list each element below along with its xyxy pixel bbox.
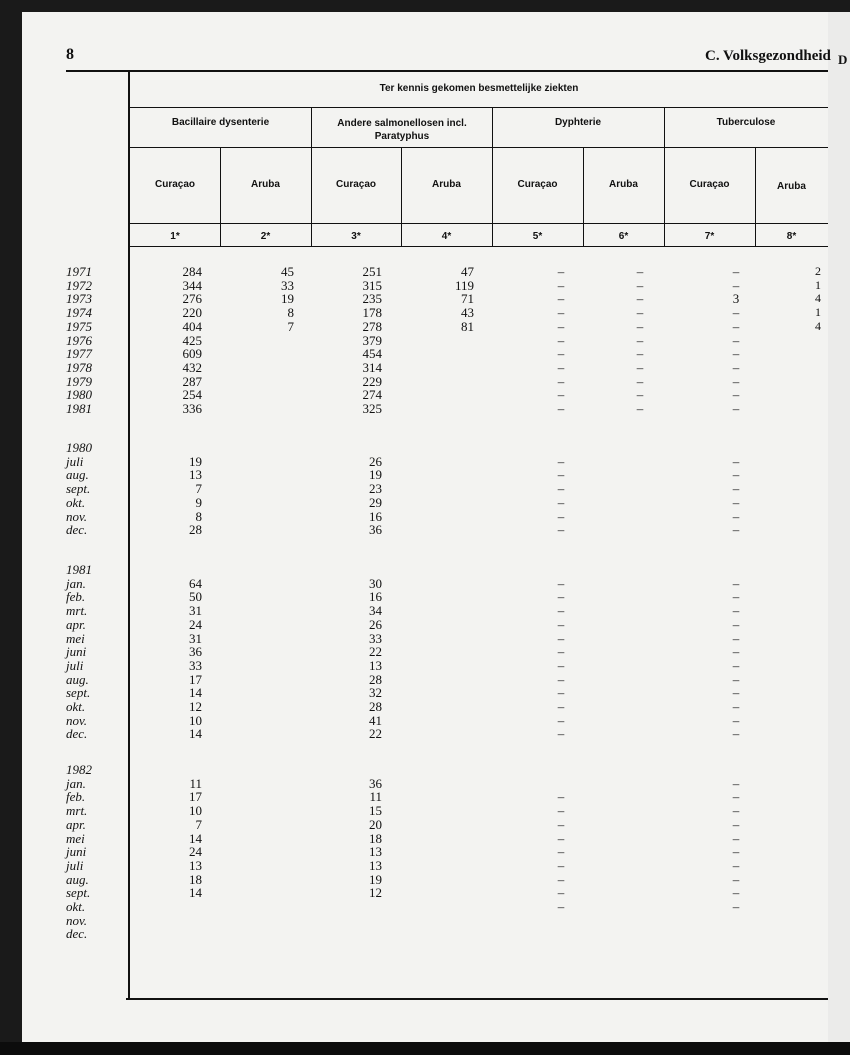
table-cell: –: [636, 401, 644, 416]
colnum-rule-bottom: [130, 246, 828, 247]
table-cell: 7: [195, 816, 202, 832]
month-label: mei: [66, 630, 85, 646]
year-label: 1977: [66, 346, 92, 362]
table-cell: 13: [189, 467, 202, 483]
column-number: 7*: [704, 231, 715, 242]
table-cell: –: [636, 318, 644, 334]
table-cell: 33: [189, 657, 202, 673]
month-label: sept.: [66, 481, 91, 497]
table-cell: 31: [189, 603, 202, 619]
month-label: juli: [66, 453, 84, 469]
table-cell: –: [557, 844, 565, 860]
month-label: jan.: [66, 575, 86, 591]
table-cell: –: [732, 575, 740, 591]
table-cell: 26: [369, 453, 382, 469]
table-cell: –: [557, 264, 565, 279]
table-cell: –: [732, 699, 740, 714]
column-header: Curaçao: [154, 179, 195, 190]
year-label: 1971: [66, 264, 92, 279]
table-cell: 34: [369, 603, 382, 619]
year-label: 1979: [66, 373, 92, 389]
table-cell: 14: [189, 685, 202, 701]
table-cell: –: [557, 630, 565, 646]
table-cell: –: [732, 332, 740, 348]
month-label: nov.: [66, 508, 88, 524]
table-cell: 19: [369, 871, 382, 887]
next-page-letter: D: [838, 52, 848, 67]
year-label: 1978: [66, 359, 92, 375]
table-cell: –: [732, 277, 740, 293]
block-year-label: 1982: [66, 762, 92, 777]
table-cell: 19: [281, 291, 294, 307]
table-cell: 278: [362, 318, 382, 334]
table-cell: 314: [362, 359, 382, 375]
table-cell: –: [557, 346, 565, 362]
table-cell: –: [732, 346, 740, 362]
table-cell: –: [636, 373, 644, 389]
top-rule: [66, 70, 828, 72]
year-label: 1973: [66, 291, 92, 307]
table-cell: –: [557, 305, 565, 321]
table-cell: 178: [362, 305, 382, 321]
table-cell: 43: [461, 305, 474, 321]
table-cell: 36: [369, 775, 382, 791]
table-cell: –: [732, 726, 740, 742]
table-cell: 315: [362, 277, 382, 293]
table-cell: 18: [189, 871, 202, 887]
table-cell: –: [732, 775, 740, 791]
group-header: Tuberculose: [716, 117, 776, 128]
table-cell: 14: [189, 885, 202, 901]
month-label: okt.: [66, 899, 86, 914]
table-cell: 33: [369, 630, 382, 646]
bottom-rule: [126, 998, 828, 1000]
month-label: feb.: [66, 789, 86, 805]
table-cell: –: [636, 305, 644, 321]
table-cell: –: [732, 481, 740, 497]
table-cell: 7: [287, 318, 294, 334]
month-label: sept.: [66, 685, 91, 701]
table-cell: 4: [815, 318, 821, 333]
table-cell: –: [732, 871, 740, 887]
table-cell: 12: [369, 885, 382, 901]
table-cell: –: [636, 387, 644, 403]
page-number: 8: [66, 46, 74, 63]
table-cell: 30: [369, 575, 382, 591]
table-cell: 47: [461, 264, 474, 279]
table-cell: –: [557, 332, 565, 348]
table-cell: 1: [815, 277, 821, 292]
table-cell: 36: [189, 644, 202, 660]
month-label: okt.: [66, 699, 86, 714]
table-cell: 2: [815, 264, 821, 278]
table-cell: –: [636, 264, 644, 279]
month-label: nov.: [66, 712, 88, 728]
table-cell: –: [557, 522, 565, 538]
table-cell: 4: [815, 291, 821, 306]
subcol-rule: [130, 147, 828, 148]
table-cell: 28: [369, 699, 382, 714]
table-cell: –: [732, 359, 740, 375]
table-cell: 379: [362, 332, 382, 348]
table-cell: 17: [189, 789, 202, 805]
month-label: okt.: [66, 494, 86, 510]
table-cell: –: [557, 644, 565, 660]
scan-border: [0, 1042, 850, 1055]
table-cell: 20: [369, 816, 382, 832]
table-cell: –: [732, 373, 740, 389]
table-cell: 71: [461, 291, 474, 307]
table-cell: 28: [369, 671, 382, 687]
table-cell: –: [557, 671, 565, 687]
month-label: juni: [66, 844, 87, 860]
table-cell: 36: [369, 522, 382, 538]
month-label: apr.: [66, 816, 86, 832]
table-cell: 9: [195, 494, 202, 510]
month-label: feb.: [66, 589, 86, 605]
table-cell: 41: [369, 712, 382, 728]
table-cell: 19: [369, 467, 382, 483]
table-cell: –: [732, 494, 740, 510]
table-cell: –: [732, 644, 740, 660]
table-cell: –: [557, 494, 565, 510]
column-number: 3*: [351, 231, 361, 242]
table-cell: –: [557, 712, 565, 728]
table-cell: 12: [189, 699, 202, 714]
table-cell: –: [732, 712, 740, 728]
group-header: Andere salmonellosen incl. Paratyphus: [337, 118, 467, 142]
table-cell: –: [557, 830, 565, 846]
table-cell: –: [557, 277, 565, 293]
table-cell: –: [636, 359, 644, 375]
table-cell: 287: [182, 373, 202, 389]
column-header: Curaçao: [689, 179, 730, 190]
table-cell: –: [557, 885, 565, 901]
next-page-edge: [828, 12, 850, 1042]
table-cell: 28: [189, 522, 202, 538]
section-title: C. Volksgezondheid: [705, 48, 831, 64]
table-cell: –: [557, 589, 565, 605]
table-cell: 18: [369, 830, 382, 846]
column-header: Aruba: [609, 179, 638, 190]
month-label: aug.: [66, 671, 89, 687]
month-label: dec.: [66, 726, 88, 742]
table-cell: 11: [189, 775, 202, 791]
table-cell: –: [732, 857, 740, 873]
table-cell: 45: [281, 264, 294, 279]
table-cell: –: [557, 816, 565, 832]
colnum-rule-top: [130, 223, 828, 224]
table-cell: 274: [362, 387, 382, 403]
table-cell: –: [557, 453, 565, 469]
table-cell: –: [732, 885, 740, 901]
table-cell: –: [732, 589, 740, 605]
table-cell: –: [732, 603, 740, 619]
table-cell: 1: [815, 305, 821, 320]
column-header: Curaçao: [335, 179, 376, 190]
table-cell: 336: [182, 401, 202, 416]
table-cell: –: [732, 630, 740, 646]
table-cell: 24: [189, 616, 202, 632]
month-label: dec.: [66, 522, 88, 538]
month-label: jan.: [66, 775, 86, 791]
block-year-label: 1981: [66, 562, 92, 577]
table-cell: 14: [189, 830, 202, 846]
table-cell: –: [732, 401, 740, 416]
table-cell: 14: [189, 726, 202, 742]
table-cell: –: [732, 685, 740, 701]
table-cell: –: [732, 318, 740, 334]
table-cell: 23: [369, 481, 382, 497]
column-number: 2*: [260, 231, 271, 242]
table-cell: –: [636, 291, 644, 307]
table-cell: –: [557, 803, 565, 819]
month-label: mrt.: [66, 603, 88, 619]
table-cell: 325: [362, 401, 382, 416]
year-label: 1975: [66, 318, 92, 334]
table-cell: 10: [189, 712, 202, 728]
super-header: Ter kennis gekomen besmettelijke ziekten: [379, 83, 579, 94]
table-cell: 229: [362, 373, 382, 389]
table-cell: –: [557, 616, 565, 632]
year-label: 1972: [66, 277, 92, 293]
year-label: 1980: [66, 387, 92, 403]
column-number: 6*: [618, 231, 629, 242]
table-cell: –: [557, 657, 565, 673]
column-header: Aruba: [251, 179, 280, 190]
table-cell: –: [732, 830, 740, 846]
table-cell: –: [732, 508, 740, 524]
column-header: Aruba: [432, 179, 461, 190]
column-number: 4*: [441, 231, 452, 242]
table-cell: 119: [454, 277, 474, 293]
table-cell: –: [557, 726, 565, 742]
table-cell: 29: [369, 494, 382, 510]
table-cell: 8: [195, 508, 202, 524]
table-cell: –: [557, 291, 565, 307]
table-cell: 26: [369, 616, 382, 632]
month-label: juli: [66, 657, 84, 673]
table-cell: –: [557, 359, 565, 375]
table-cell: –: [732, 899, 740, 914]
table-cell: –: [557, 603, 565, 619]
month-label: aug.: [66, 871, 89, 887]
group-rule: [130, 107, 828, 108]
table-cell: –: [732, 264, 740, 279]
table-cell: 10: [189, 803, 202, 819]
month-label: mrt.: [66, 803, 88, 819]
table-cell: 11: [369, 789, 382, 805]
table-cell: 24: [189, 844, 202, 860]
table-cell: –: [557, 857, 565, 873]
table-cell: 251: [362, 264, 382, 279]
column-number: 5*: [532, 231, 543, 242]
month-label: mei: [66, 830, 85, 846]
table-cell: –: [557, 789, 565, 805]
table-cell: 609: [182, 346, 202, 362]
table-cell: 22: [369, 726, 382, 742]
table-cell: –: [557, 387, 565, 403]
table-cell: 81: [461, 318, 474, 334]
year-label: 1976: [66, 332, 92, 348]
month-label: nov.: [66, 912, 88, 928]
table-cell: –: [557, 373, 565, 389]
table-cell: 13: [369, 657, 382, 673]
table-cell: –: [732, 305, 740, 321]
table-cell: 17: [189, 671, 202, 687]
table-cell: 454: [362, 346, 382, 362]
group-header: Dyphterie: [554, 117, 602, 128]
table-cell: 64: [189, 575, 202, 591]
table-cell: 50: [189, 589, 202, 605]
table-cell: –: [732, 522, 740, 538]
table-cell: –: [636, 277, 644, 293]
table-cell: 276: [182, 291, 202, 307]
table-cell: 22: [369, 644, 382, 660]
table-cell: 13: [369, 844, 382, 860]
block-year-label: 1980: [66, 440, 92, 455]
table-cell: –: [557, 318, 565, 334]
table-cell: –: [732, 616, 740, 632]
table-cell: 7: [195, 481, 202, 497]
table-cell: –: [732, 844, 740, 860]
table-cell: –: [636, 332, 644, 348]
column-header: Aruba: [777, 181, 806, 192]
table-cell: –: [557, 575, 565, 591]
table-cell: –: [732, 387, 740, 403]
table-cell: 16: [369, 508, 382, 524]
column-number: 8*: [786, 231, 797, 242]
table-cell: 8: [287, 305, 294, 321]
month-label: dec.: [66, 926, 88, 942]
table-cell: 344: [182, 277, 202, 293]
table-cell: 13: [369, 857, 382, 873]
table-cell: –: [636, 346, 644, 362]
table-cell: 3: [732, 291, 740, 307]
table-cell: 284: [182, 264, 202, 279]
table-cell: –: [732, 467, 740, 483]
table-cell: 235: [362, 291, 382, 307]
month-label: sept.: [66, 885, 91, 901]
year-label: 1974: [66, 305, 92, 321]
table-cell: 254: [182, 387, 202, 403]
table-cell: 33: [281, 277, 294, 293]
column-number: 1*: [170, 231, 180, 242]
table-cell: –: [557, 871, 565, 887]
table-cell: –: [557, 699, 565, 714]
col-rule: [311, 107, 312, 246]
table-cell: –: [732, 816, 740, 832]
table-cell: 32: [369, 685, 382, 701]
table-cell: –: [732, 657, 740, 673]
table-cell: 13: [189, 857, 202, 873]
table-cell: 404: [182, 318, 202, 334]
stub-rule: [128, 72, 130, 998]
table-cell: 19: [189, 453, 202, 469]
table-cell: 220: [182, 305, 202, 321]
column-header: Curaçao: [517, 179, 558, 190]
year-label: 1981: [66, 401, 92, 416]
month-label: juli: [66, 857, 84, 873]
document-page: [22, 12, 828, 1042]
table-cell: –: [732, 671, 740, 687]
table-cell: 15: [369, 803, 382, 819]
month-label: apr.: [66, 616, 86, 632]
table-cell: –: [557, 685, 565, 701]
table-cell: –: [557, 401, 565, 416]
table-cell: 16: [369, 589, 382, 605]
table-cell: 425: [182, 332, 202, 348]
month-label: juni: [66, 644, 87, 660]
month-label: aug.: [66, 467, 89, 483]
table-cell: –: [557, 467, 565, 483]
table-cell: 31: [189, 630, 202, 646]
table-cell: –: [557, 481, 565, 497]
group-header: Bacillaire dysenterie: [171, 117, 270, 128]
table-cell: –: [557, 899, 565, 914]
table-cell: –: [732, 453, 740, 469]
table-cell: –: [732, 803, 740, 819]
table-cell: 432: [182, 359, 202, 375]
table-cell: –: [557, 508, 565, 524]
table-cell: –: [732, 789, 740, 805]
